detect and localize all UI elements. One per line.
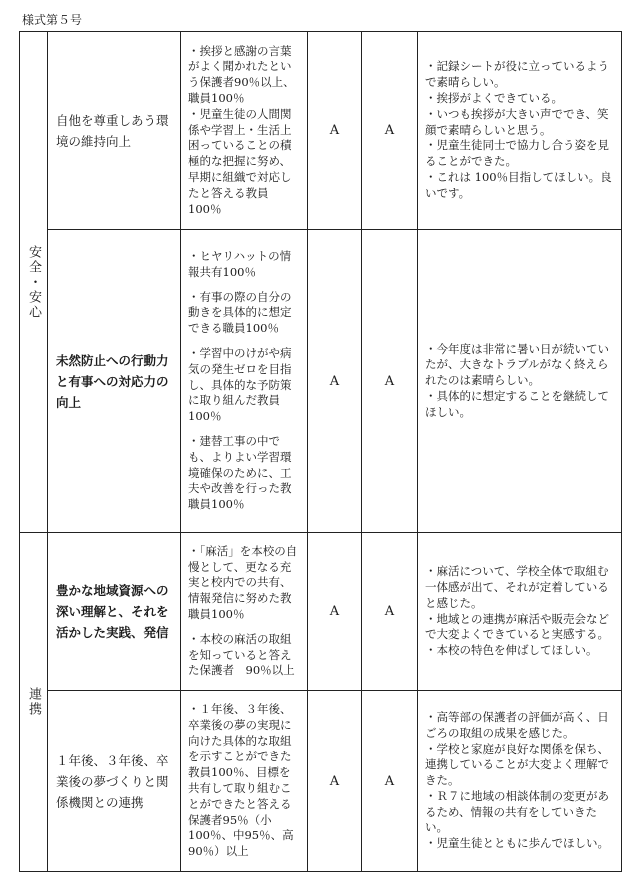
comment-item: ・本校の特色を伸ばしてほしい。 (425, 643, 598, 658)
criteria-item: ・児童生徒の人間関係や学習上・生活上困っていることの積極的な把握に努め、早期に組織で対応したと答える教員100％ (188, 106, 292, 216)
grade-school: A (362, 533, 418, 691)
item-label: １年後、３年後、卒業後の夢づくりと関係機関との連携 (56, 752, 169, 810)
comment-item: ・地域との連携が麻活や販売会などで大変よくできていると実感する。 (425, 611, 609, 642)
comment-cell (418, 32, 622, 230)
comment-item: ・挨拶がよくできている。 (425, 91, 563, 105)
comment-cell (418, 691, 622, 872)
item-cell (48, 230, 181, 533)
criteria-item: ・ヒヤリハットの情報共有100％ (188, 249, 292, 279)
grade-school: A (362, 691, 418, 872)
criteria-item: ・学習中のけがや病気の発生ゼロを目指し、具体的な予防策に取り組んだ教員100％ (188, 346, 292, 424)
category-label: 安全・安心 (26, 244, 41, 320)
comment-item: ・高等部の保護者の評価が高く、日ごろの取組の成果を感じた。 (425, 709, 609, 740)
comment-item: ・児童生徒とともに歩んでほしい。 (425, 836, 609, 851)
criteria-cell (181, 32, 308, 230)
criteria-item: ・１年後、３年後、卒業後の夢の実現に向けた具体的な取組を示すことができた教員100％、目標を共有して取り組むことができたと答える保護者95％（小100％、中95％、高90％）以上 (188, 702, 294, 859)
comment-item: ・学校と家庭が良好な関係を保ち、連携していることが大変よく理解できた。 (425, 741, 609, 788)
item-cell (48, 32, 181, 230)
grade-self: A (308, 230, 362, 533)
grade-self: A (308, 533, 362, 691)
category-cell (20, 533, 48, 872)
comment-item: ・児童生徒同士で協力し合う姿を見ることができた。 (425, 138, 609, 169)
criteria-item: ・有事の際の自分の動きを具体的に想定できる職員100％ (188, 289, 292, 336)
category-label: 連携 (26, 687, 41, 717)
category-cell (20, 32, 48, 533)
item-label: 豊かな地域資源への深い理解と、それを活かした実践、発信 (56, 583, 169, 640)
item-label: 未然防止への行動力と有事への対応力の向上 (56, 352, 169, 410)
criteria-cell (181, 230, 308, 533)
comment-item: ・いつも挨拶が大きい声ででき、笑顔で素晴らしいと思う。 (425, 106, 609, 137)
comment-item: ・麻活について、学校全体で取組む一体感が出て、それが定着していると感じた。 (425, 564, 609, 610)
grade-school: A (362, 32, 418, 230)
criteria-cell (181, 533, 308, 691)
grade-self: A (308, 691, 362, 872)
comment-cell (418, 230, 622, 533)
criteria-item: ・挨拶と感謝の言葉がよく聞かれたという保護者90％以上、職員100％ (188, 43, 295, 105)
comment-item: ・これは 100％目指してほしい。良いです。 (425, 169, 612, 200)
criteria-item: ・建替工事の中でも、よりよい学習環境確保のために、工夫や改善を行った教職員100％ (188, 433, 292, 512)
criteria-cell (181, 691, 308, 872)
table-row (20, 32, 622, 230)
comment-item: ・記録シートが役に立っているようで素晴らしい。 (425, 59, 609, 90)
comment-item: ・今年度は非常に暑い日が続いていたが、大きなトラブルがなく終えられたのは素晴らしい。 (425, 341, 609, 388)
table-row (20, 533, 622, 691)
comment-cell (418, 533, 622, 691)
evaluation-table (19, 31, 622, 872)
grade-school: A (362, 230, 418, 533)
item-cell (48, 533, 181, 691)
comment-item: ・Ｒ７に地域の相談体制の変更があるため、情報の共有をしていきたい。 (425, 788, 609, 835)
item-cell (48, 691, 181, 872)
table-row (20, 691, 622, 872)
grade-self: A (308, 32, 362, 230)
criteria-item: ・「麻活」を本校の自慢として、更なる充実と校内での共有、情報発信に努めた教職員100％ (188, 543, 298, 621)
criteria-item: ・本校の麻活の取組を知っていると答えた保護者 90％以上 (188, 631, 295, 678)
comment-item: ・具体的に想定することを継続してほしい。 (425, 388, 609, 419)
form-number: 様式第５号 (22, 13, 83, 27)
table-row (20, 230, 622, 533)
item-label: 自他を尊重しあう環境の維持向上 (56, 112, 169, 149)
